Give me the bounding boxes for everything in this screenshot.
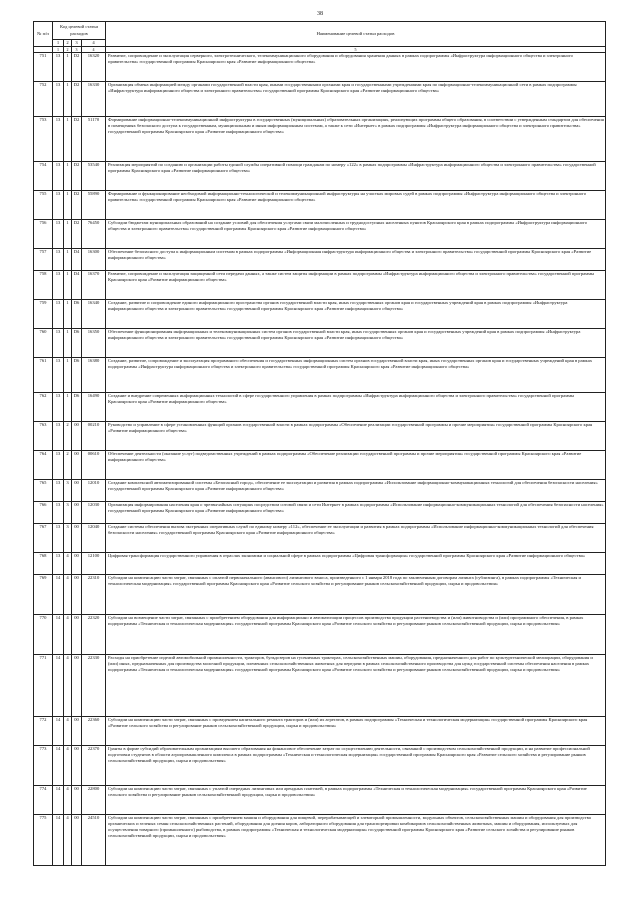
- code-part-4: 00610: [82, 451, 106, 480]
- row-description: Субсидии бюджетам муниципальных образований на создание условий для обеспечения услугами связи малочисленных и труднодоступных населенных пунктов Красноярского края в рамках подпрограммы «Инфраструктура информационного общества и электронного правительства» государственной программы Красноярского края «Развитие информационного общества»: [106, 220, 606, 249]
- row-description: Формирование и функционирование необходимой информационно-технологической и телекоммуникационной инфраструктуры на участках мировых судей в рамках подпрограммы «Инфраструктура информационного общества и электронного правительства» государственной программы Красноярского края «Развитие информационного общества»: [106, 191, 606, 220]
- code-part-2: 4: [64, 615, 72, 655]
- code-part-1: 13: [53, 480, 64, 502]
- row-number: 754: [34, 162, 53, 191]
- row-number: 756: [34, 220, 53, 249]
- code-part-4: 12100: [82, 553, 106, 575]
- code-part-1: 13: [53, 451, 64, 480]
- table-row: [34, 249, 606, 271]
- row-description: Расходы на приобретение изделий автомобильной промышленности, тракторов, бульдозеров на гусеничных тракторах, сельскохозяйственных машин, оборудования, предназначенного для работ по культуртехнической мелиорации, оборудования и (или) иных, предназначенных для производства молочной продукции, племенных сельскохозяйственных животных для передачи в рамках сельскохозяйственного производства для нужд государственной системы обеспечения населения в рамках подпрограммы «Техническая и технологическая модернизация» государственной программы Красноярского края «Развитие сельского хозяйства и регулирование рынков сельскохозяйственной продукции, сырья и продовольствия»: [106, 655, 606, 717]
- code-part-1: 13: [53, 502, 64, 524]
- code-part-3: D2: [72, 220, 82, 249]
- table-row: [34, 220, 606, 249]
- code-part-4: 76450: [82, 220, 106, 249]
- code-part-3: D6: [72, 393, 82, 422]
- code-part-1: 14: [53, 615, 64, 655]
- code-part-2: 2: [64, 422, 72, 451]
- code-part-4: 16370: [82, 271, 106, 300]
- row-number: 751: [34, 53, 53, 82]
- table-row: [34, 271, 606, 300]
- code-part-1: 13: [53, 422, 64, 451]
- code-part-2: 4: [64, 746, 72, 786]
- code-part-4: 24510: [82, 815, 106, 866]
- row-number: 773: [34, 746, 53, 786]
- row-number: 760: [34, 329, 53, 358]
- code-part-2: 1: [64, 191, 72, 220]
- table-row: [34, 553, 606, 575]
- code-part-3: D6: [72, 358, 82, 393]
- row-number: 765: [34, 480, 53, 502]
- row-number: 755: [34, 191, 53, 220]
- code-part-3: 00: [72, 615, 82, 655]
- code-part-1: 13: [53, 329, 64, 358]
- code-part-3: 00: [72, 524, 82, 553]
- code-part-4: 16490: [82, 393, 106, 422]
- row-description: Развитие, сопровождение и эксплуатация серверного, электротехнического, телекоммуникационного оборудования и оборудования хранения данных в рамках подпрограммы «Инфраструктура информационного общества и электронного правительства» государственной программы Красноярского края «Развитие информационного общества»: [106, 53, 606, 82]
- row-description: Руководство и управление в сфере установленных функций органов государственной власти в рамках подпрограммы «Обеспечение реализации государственной программы и прочие мероприятия» государственной программы Красноярского края «Развитие информационного общества»: [106, 422, 606, 451]
- table-row: [34, 615, 606, 655]
- header-code: Код целевой статьи расходов: [53, 22, 106, 40]
- table-row: [34, 422, 606, 451]
- header-sub-3: 3: [72, 40, 82, 47]
- table-row: [34, 300, 606, 329]
- code-part-2: 3: [64, 524, 72, 553]
- code-part-4: 16330: [82, 82, 106, 117]
- code-part-3: 00: [72, 422, 82, 451]
- code-part-2: 4: [64, 575, 72, 615]
- row-number: 772: [34, 717, 53, 746]
- row-number: 771: [34, 655, 53, 717]
- code-part-4: 16320: [82, 53, 106, 82]
- header-number: № п/п: [34, 22, 53, 47]
- code-part-4: 22800: [82, 786, 106, 815]
- table-row: [34, 451, 606, 480]
- code-part-3: 00: [72, 553, 82, 575]
- table-row: [34, 717, 606, 746]
- code-part-4: 51170: [82, 117, 106, 162]
- code-part-2: 2: [64, 451, 72, 480]
- code-part-1: 13: [53, 249, 64, 271]
- code-part-4: 00210: [82, 422, 106, 451]
- code-part-4: 16300: [82, 249, 106, 271]
- code-part-4: 12040: [82, 524, 106, 553]
- table-row: [34, 815, 606, 866]
- row-description: Создание и внедрение современных информационных технологий в сфере государственного управления в рамках подпрограммы «Инфраструктура информационного общества и электронного правительства» государственной программы Красноярского края «Развитие информационного общества»: [106, 393, 606, 422]
- code-part-4: 16340: [82, 300, 106, 329]
- row-number: 764: [34, 451, 53, 480]
- code-part-2: 4: [64, 717, 72, 746]
- row-description: Обеспечение функционирования информационных и телекоммуникационных систем органов государственной власти края, иных государственных органов края и государственных учреждений края в рамках подпрограммы «Инфраструктура информационного общества и электронного правительства» государственной программы Красноярского края «Развитие информационного общества»: [106, 329, 606, 358]
- code-part-4: 12010: [82, 480, 106, 502]
- code-part-4: 16380: [82, 358, 106, 393]
- table-row: [34, 329, 606, 358]
- code-part-1: 13: [53, 53, 64, 82]
- table-row: [34, 82, 606, 117]
- code-part-4: 22360: [82, 717, 106, 746]
- code-part-1: 13: [53, 358, 64, 393]
- row-number: 762: [34, 393, 53, 422]
- code-part-1: 13: [53, 162, 64, 191]
- budget-target-items-table: [33, 21, 606, 866]
- code-part-3: D2: [72, 191, 82, 220]
- table-row: [34, 162, 606, 191]
- code-part-2: 4: [64, 553, 72, 575]
- table-row: [34, 480, 606, 502]
- code-part-4: 53540: [82, 162, 106, 191]
- table-row: [34, 393, 606, 422]
- code-part-1: 13: [53, 553, 64, 575]
- code-part-2: 1: [64, 117, 72, 162]
- code-part-1: 13: [53, 271, 64, 300]
- code-part-2: 1: [64, 249, 72, 271]
- code-part-1: 14: [53, 815, 64, 866]
- code-part-3: D2: [72, 82, 82, 117]
- row-description: Формирование информационно-телекоммуникационной инфраструктуры в государственных (муниципальных) образовательных организациях, реализующих программы общего образования, в соответствии с утвержденным стандартом для обеспечения в помещениях безопасного доступа к государственным, муниципальным и иным информационным системам, а также к сети «Интернет» в рамках подпрограммы «Инфраструктура информационного общества и электронного правительства» государственной программы Красноярского края «Развитие информационного общества»: [106, 117, 606, 162]
- table-row: [34, 655, 606, 717]
- code-part-2: 4: [64, 655, 72, 717]
- row-number: 774: [34, 786, 53, 815]
- code-part-1: 13: [53, 117, 64, 162]
- row-number: 775: [34, 815, 53, 866]
- code-part-2: 1: [64, 329, 72, 358]
- code-part-3: D4: [72, 249, 82, 271]
- code-part-3: 00: [72, 786, 82, 815]
- code-part-4: 12030: [82, 502, 106, 524]
- header-name: Наименование целевой статьи расходов: [106, 22, 606, 47]
- code-part-4: 55890: [82, 191, 106, 220]
- row-number: 768: [34, 553, 53, 575]
- header-index-1: 1: [53, 47, 64, 53]
- code-part-1: 13: [53, 220, 64, 249]
- table-row: [34, 53, 606, 82]
- code-part-2: 4: [64, 786, 72, 815]
- code-part-2: 3: [64, 502, 72, 524]
- code-part-2: 1: [64, 393, 72, 422]
- row-description: Создание, развитие и сопровождение единого информационного пространства органов государственной власти края, иных государственных органов края и государственных учреждений края в рамках подпрограммы «Инфраструктура информационного общества и электронного правительства» государственной программы Красноярского края «Развитие информационного общества»: [106, 300, 606, 329]
- header-index-4: 4: [82, 47, 106, 53]
- table-row: [34, 358, 606, 393]
- code-part-3: D4: [72, 271, 82, 300]
- row-number: 758: [34, 271, 53, 300]
- row-description: Субсидии на компенсацию части затрат, связанных с оплатой первоначального (авансового) лизингового взноса, произведенного с 1 января 2018 года по заключенным договорам лизинга (сублизинга), в рамках подпрограммы «Техническая и технологическая модернизация» государственной программы Красноярского края «Развитие сельского хозяйства и регулирование рынков сельскохозяйственной продукции, сырья и продовольствия»: [106, 575, 606, 615]
- code-part-4: 22310: [82, 575, 106, 615]
- code-part-3: 00: [72, 815, 82, 866]
- page-number: 38: [317, 11, 323, 17]
- row-description: Развитие, сопровождение и эксплуатация защищенной сети передачи данных, а также систем защиты информации в рамках подпрограммы «Инфраструктура информационного общества и электронного правительства» государственной программы Красноярского края «Развитие информационного общества»: [106, 271, 606, 300]
- code-part-1: 13: [53, 300, 64, 329]
- code-part-3: D2: [72, 117, 82, 162]
- row-description: Субсидии на компенсацию части затрат, связанных с приобретением машин и оборудования для пищевой, перерабатывающей и элеваторной промышленности, модульных объектов, сельскохозяйственных машин и оборудования для производства органических и зеленых семян сельскохозяйственных растений, оборудования для доения коров, лабораторного оборудования для транспортировки комбикормов сельскохозяйственных животных, машин и оборудования, используемых для осуществления товарного (промышленного) рыбоводства, в рамках подпрограммы «Техническая и технологическая модернизация» государственной программы Красноярского края «Развитие сельского хозяйства и регулирование рынков сельскохозяйственной продукции, сырья и продовольствия»: [106, 815, 606, 866]
- row-description: Субсидии на компенсацию части затрат, связанных с уплатой очередных лизинговых или арендных платежей, в рамках подпрограммы «Техническая и технологическая модернизация» государственной программы Красноярского края «Развитие сельского хозяйства и регулирование рынков сельскохозяйственной продукции, сырья и продовольствия»: [106, 786, 606, 815]
- code-part-3: D6: [72, 300, 82, 329]
- code-part-2: 1: [64, 300, 72, 329]
- header-sub-1: 1: [53, 40, 64, 47]
- row-number: 763: [34, 422, 53, 451]
- code-part-3: 00: [72, 746, 82, 786]
- code-part-3: D2: [72, 162, 82, 191]
- code-part-1: 14: [53, 655, 64, 717]
- row-number: 753: [34, 117, 53, 162]
- code-part-1: 14: [53, 786, 64, 815]
- header-index-5: 5: [106, 47, 606, 53]
- header-sub-4: 4: [82, 40, 106, 47]
- code-part-2: 1: [64, 53, 72, 82]
- header-index-2: 2: [64, 47, 72, 53]
- code-part-3: 00: [72, 655, 82, 717]
- code-part-4: 22330: [82, 655, 106, 717]
- code-part-2: 3: [64, 480, 72, 502]
- row-description: Организация обмена информацией между органами государственной власти края, иными государственными органами края и государственными учреждениями края по информационно-телекоммуникационной сети в рамках подпрограммы «Инфраструктура информационного общества и электронного правительства» государственной программы Красноярского края «Развитие информационного общества»: [106, 82, 606, 117]
- row-description: Создание системы обеспечения вызова экстренных оперативных служб по единому номеру «112», обеспечение ее эксплуатации и развития в рамках подпрограммы «Использование информационно-коммуникационных технологий для обеспечения безопасности населения» государственной программы Красноярского края «Развитие информационного общества»: [106, 524, 606, 553]
- row-number: 757: [34, 249, 53, 271]
- code-part-4: 22320: [82, 615, 106, 655]
- code-part-2: 1: [64, 271, 72, 300]
- row-number: 761: [34, 358, 53, 393]
- row-number: 752: [34, 82, 53, 117]
- code-part-2: 1: [64, 358, 72, 393]
- row-description: Субсидии на компенсацию части затрат, связанных с проведением капитального ремонта тракторов и (или) их агрегатов, в рамках подпрограммы «Техническая и технологическая модернизация» государственной программы Красноярского края «Развитие сельского хозяйства и регулирование рынков сельскохозяйственной продукции, сырья и продовольствия»: [106, 717, 606, 746]
- row-number: 767: [34, 524, 53, 553]
- code-part-3: D2: [72, 53, 82, 82]
- row-description: Реализация мероприятий по созданию и организации работы единой службы оперативной помощи гражданам по номеру «122» в рамках подпрограммы «Инфраструктура информационного общества и электронного правительства» государственной программы Красноярского края «Развитие информационного общества»: [106, 162, 606, 191]
- header-sub-2: 2: [64, 40, 72, 47]
- code-part-3: 00: [72, 575, 82, 615]
- header-index-3: 3: [72, 47, 82, 53]
- table-row: [34, 786, 606, 815]
- code-part-1: 14: [53, 746, 64, 786]
- row-number: 770: [34, 615, 53, 655]
- code-part-2: 1: [64, 82, 72, 117]
- code-part-3: 00: [72, 480, 82, 502]
- code-part-1: 13: [53, 524, 64, 553]
- table-row: [34, 191, 606, 220]
- code-part-1: 13: [53, 393, 64, 422]
- row-description: Создание комплексной автоматизированной системы «Безопасный город», обеспечение ее эксплуатации и развития в рамках подпрограммы «Использование информационно-коммуникационных технологий для обеспечения безопасности населения» государственной программы Красноярского края «Развитие информационного общества»: [106, 480, 606, 502]
- row-description: Создание, развитие, сопровождение и эксплуатация программного обеспечения и государственных информационных систем органов государственной власти края, иных государственных органов края и государственных учреждений края в рамках подпрограммы «Инфраструктура информационного общества и электронного правительства» государственной программы Красноярского края «Развитие информационного общества»: [106, 358, 606, 393]
- code-part-2: 1: [64, 220, 72, 249]
- row-description: Субсидии на возмещение части затрат, связанных с приобретением оборудования для информационно и автоматизации процессов производства продукции растениеводства и (или) животноводства и (или) программного обеспечения, в рамках подпрограммы «Техническая и технологическая модернизация» государственной программы Красноярского края «Развитие сельского хозяйства и регулирование рынков сельскохозяйственной продукции, сырья и продовольствия»: [106, 615, 606, 655]
- row-number: 759: [34, 300, 53, 329]
- table-row: [34, 524, 606, 553]
- row-number: 769: [34, 575, 53, 615]
- row-number: 766: [34, 502, 53, 524]
- table-row: [34, 575, 606, 615]
- code-part-3: D6: [72, 329, 82, 358]
- code-part-3: 00: [72, 502, 82, 524]
- code-part-1: 14: [53, 717, 64, 746]
- code-part-1: 14: [53, 575, 64, 615]
- row-description: Обеспечение безопасного доступа к информационным системам в рамках подпрограммы «Информационная инфраструктура информационного общества и электронного правительства» государственной программы Красноярского края «Развитие информационного общества»: [106, 249, 606, 271]
- table-row: [34, 502, 606, 524]
- row-description: Цифровая трансформация государственного управления в отраслях экономики и социальной сфере в рамках подпрограммы «Цифровая трансформация» государственной программы Красноярского края «Развитие информационного общества»: [106, 553, 606, 575]
- code-part-2: 4: [64, 815, 72, 866]
- code-part-3: 00: [72, 451, 82, 480]
- code-part-1: 13: [53, 191, 64, 220]
- row-description: Организация информирования населения края о чрезвычайных ситуациях посредством сотовой связи и сети Интернет в рамках подпрограммы «Использование информационно-коммуникационных технологий для обеспечения безопасности населения» государственной программы Красноярского края «Развитие информационного общества»: [106, 502, 606, 524]
- code-part-3: 00: [72, 717, 82, 746]
- code-part-1: 13: [53, 82, 64, 117]
- table-row: [34, 117, 606, 162]
- row-description: Гранты в форме субсидий образовательным организациям высшего образования на финансовое обеспечение затрат по осуществлению деятельности, связанной с производством сельскохозяйственной продукции, и на развитие профессиональной подготовки студентов в области агропромышленного комплекса в рамках подпрограммы «Техническая и технологическая модернизация» государственной программы Красноярского края «Развитие сельского хозяйства и регулирование рынков сельскохозяйственной продукции, сырья и продовольствия»: [106, 746, 606, 786]
- code-part-2: 1: [64, 162, 72, 191]
- row-description: Обеспечение деятельности (оказание услуг) подведомственных учреждений в рамках подпрограммы «Обеспечение реализации государственной программы и прочие мероприятия» государственной программы Красноярского края «Развитие информационного общества»: [106, 451, 606, 480]
- table-row: [34, 746, 606, 786]
- code-part-4: 16350: [82, 329, 106, 358]
- code-part-4: 22370: [82, 746, 106, 786]
